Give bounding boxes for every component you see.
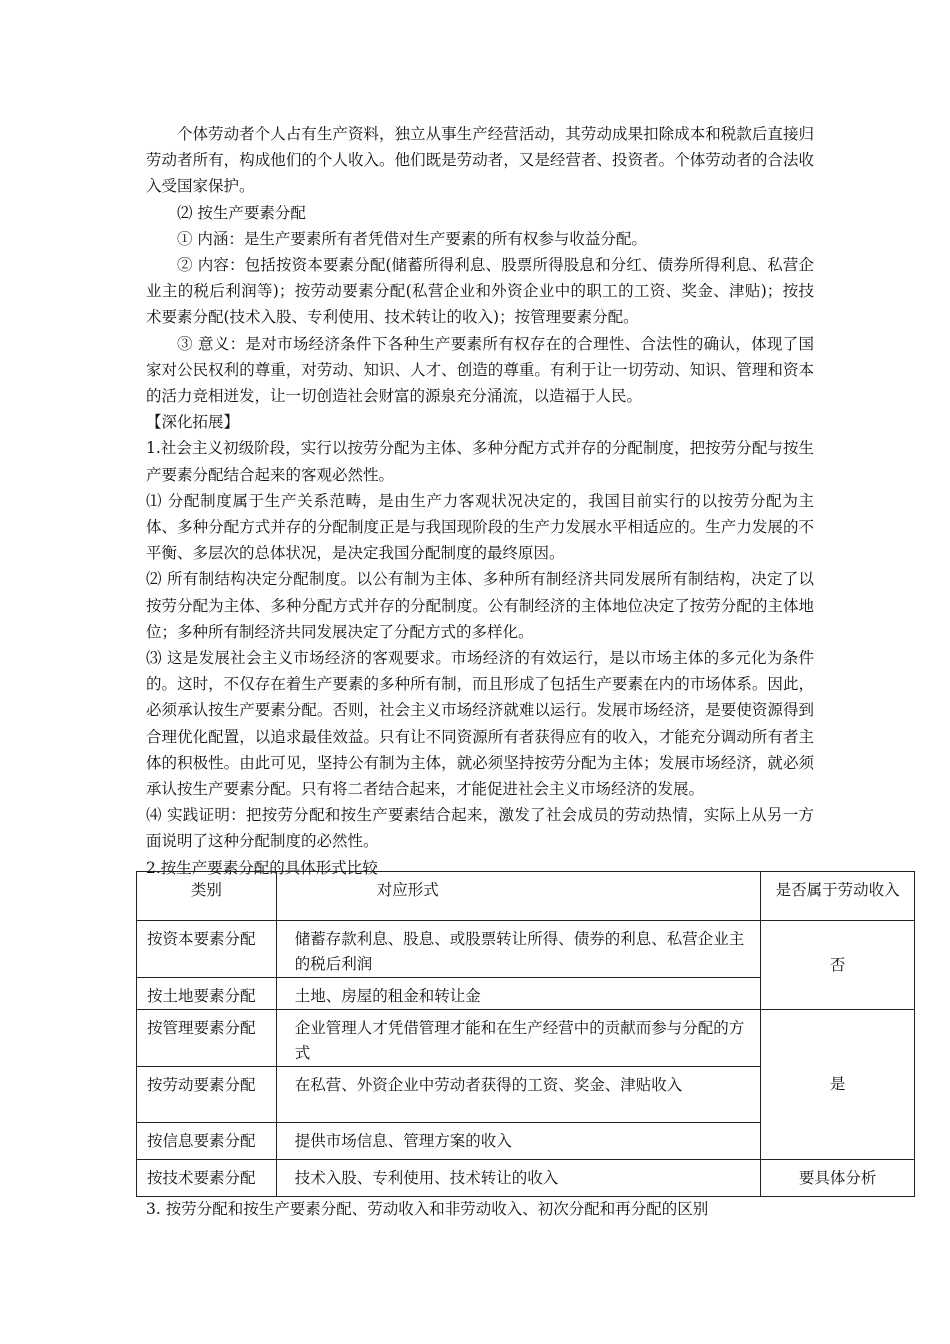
- row-category: 按劳动要素分配: [137, 1067, 277, 1123]
- paragraph-point-1-4: ⑷ 实践证明：把按劳分配和按生产要素结合起来，激发了社会成员的劳动热情，实际上从另一方面说明了这种分配制度的必然性。: [146, 806, 814, 851]
- paragraph-point-1: 1.社会主义初级阶段，实行以按劳分配为主体、多种分配方式并存的分配制度，把按劳分配与按生产要素分配结合起来的客观必然性。: [146, 439, 814, 484]
- paragraph-individual-labor: 个体劳动者个人占有生产资料，独立从事生产经营活动，其劳动成果扣除成本和税款后直接归劳动者所有，构成他们的个人收入。他们既是劳动者，又是经营者、投资者。个体劳动者的合法收入受国家保护。: [146, 125, 814, 196]
- labor-income-no: 否: [761, 921, 915, 1010]
- row-category: 按资本要素分配: [137, 921, 277, 978]
- labor-income-yes: 是: [761, 1010, 915, 1160]
- row-form: 在私营、外资企业中劳动者获得的工资、奖金、津贴收入: [276, 1067, 761, 1123]
- paragraph-point-1-1: ⑴ 分配制度属于生产关系范畴，是由生产力客观状况决定的，我国目前实行的以按劳分配为主体、多种分配方式并存的分配制度正是与我国现阶段的生产力发展水平相适应的。生产力发展的不平衡、多层次的总体状况，是决定我国分配制度的最终原因。: [146, 491, 814, 563]
- table-row: [137, 1010, 915, 1067]
- header-form: 对应形式: [276, 872, 761, 921]
- paragraph-point-1-3: ⑶ 这是发展社会主义市场经济的客观要求。市场经济的有效运行，是以市场主体的多元化为条件的。这时，不仅存在着生产要素的多种所有制，而且形成了包括生产要素在内的市场体系。因此，必须承认按生产要素分配。否则，社会主义市场经济就难以运行。发展市场经济，是要使资源得到合理优化配置，以追求最佳效益。只有让不同资源所有者获得应有的收入，才能充分调动所有者主体的积极性。由此可见，坚持公有制为主体，就必须坚持按劳分配为主体；发展市场经济，就必须承认按生产要素分配。只有将二者结合起来，才能促进社会主义市场经济的发展。: [146, 649, 814, 799]
- paragraph-content: ② 内容：包括按资本要素分配(储蓄所得利息、股票所得股息和分红、债券所得利息、私营企业主的税后利润等)；按劳动要素分配(私营企业和外资企业中的职工的工资、奖金、津贴)；按技术要素分配(技术入股、专利使用、技术转让的收入)；按管理要素分配。: [146, 256, 814, 327]
- header-category: 类别: [137, 872, 277, 921]
- comparison-table-wrapper: [136, 871, 915, 1197]
- table-caption: 2.按生产要素分配的具体形式比较: [146, 858, 378, 877]
- row-category: 按信息要素分配: [137, 1123, 277, 1160]
- row-form: 储蓄存款利息、股息、或股票转让所得、债券的利息、私营企业主的税后利润: [276, 921, 761, 978]
- paragraph-point-1-2: ⑵ 所有制结构决定分配制度。以公有制为主体、多种所有制经济共同发展所有制结构，决定了以按劳分配为主体、多种分配方式并存的分配制度。公有制经济的主体地位决定了按劳分配的主体地位；多种所有制经济共同发展决定了分配方式的多样化。: [146, 570, 814, 641]
- table-row: [137, 921, 915, 978]
- row-form: 企业管理人才凭借管理才能和在生产经营中的贡献而参与分配的方式: [276, 1010, 761, 1067]
- section-heading-deepen: 【深化拓展】: [146, 413, 240, 432]
- labor-income-depends: 要具体分析: [761, 1160, 915, 1197]
- paragraph-significance: ③ 意义：是对市场经济条件下各种生产要素所有权存在的合理性、合法性的确认，体现了国家对公民权利的尊重，对劳动、知识、人才、创造的尊重。有利于让一切劳动、知识、管理和资本的活力竞相迸发，让一切创造社会财富的源泉充分涌流，以造福于人民。: [146, 334, 814, 406]
- heading-factor-distribution: ⑵ 按生产要素分配: [177, 203, 306, 222]
- table-row: [137, 1160, 915, 1197]
- next-section-heading: 3. 按劳分配和按生产要素分配、劳动收入和非劳动收入、初次分配和再分配的区别: [146, 1200, 709, 1218]
- paragraph-connotation: ① 内涵：是生产要素所有者凭借对生产要素的所有权参与收益分配。: [177, 229, 647, 248]
- table-header-row: [137, 872, 915, 921]
- row-form: 技术入股、专利使用、技术转让的收入: [276, 1160, 761, 1197]
- comparison-table: [136, 871, 915, 1197]
- body-text: [146, 121, 814, 881]
- row-form: 土地、房屋的租金和转让金: [276, 978, 761, 1010]
- header-labor-income: 是否属于劳动收入: [761, 872, 915, 921]
- row-form: 提供市场信息、管理方案的收入: [276, 1123, 761, 1160]
- row-category: 按土地要素分配: [137, 978, 277, 1010]
- row-category: 按技术要素分配: [137, 1160, 277, 1197]
- row-category: 按管理要素分配: [137, 1010, 277, 1067]
